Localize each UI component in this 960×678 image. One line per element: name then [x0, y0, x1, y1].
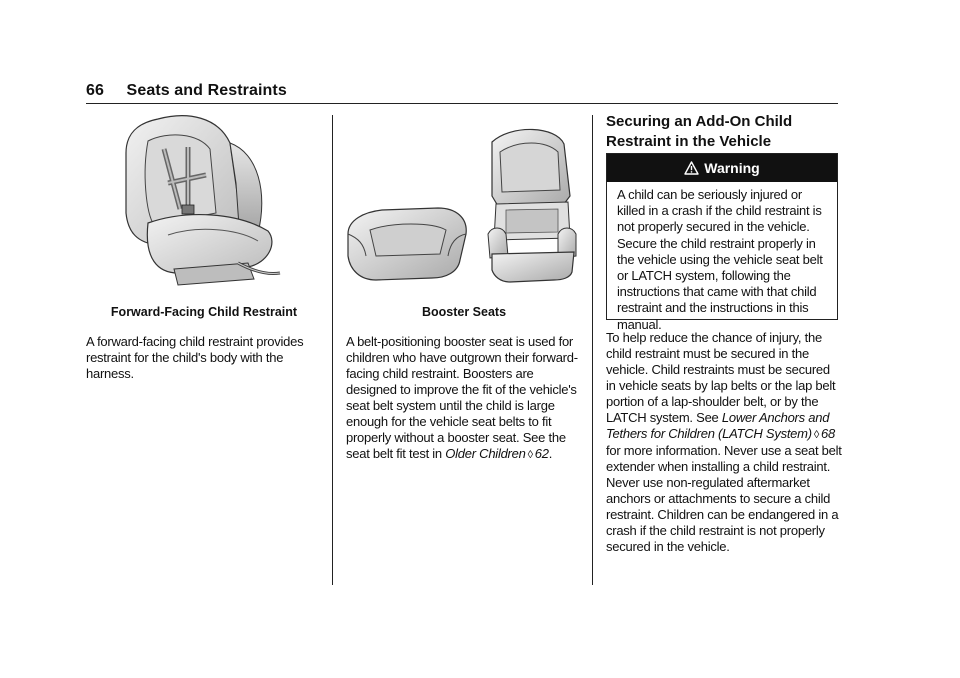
section-title-header: Seats and Restraints	[126, 82, 287, 99]
figure-caption-booster: Booster Seats	[421, 305, 507, 319]
paragraph-booster-text: A belt-positioning booster seat is used for children who have outgrown their forward-facing child restraint. Boosters are designed to improve the fit of the vehicle's seat belt system until the child is large enough for the vehicle seat belts to fit properly without a booster seat. See the seat belt fit test in	[346, 334, 578, 461]
page-number: 66	[86, 82, 104, 99]
xref-older-children[interactable]: Older Children	[445, 446, 526, 461]
warning-header	[607, 154, 837, 182]
paragraph-forward-facing: A forward-facing child restraint provides restraint for the child's body with the harness.	[86, 334, 304, 381]
page-ref-symbol: ◊	[527, 449, 533, 461]
warning-text: A child can be seriously injured or killed in a crash if the child restraint is not properly secured in the vehicle. Secure the child restraint properly in the vehicle using the vehicle seat belt or LATCH system, following the instructions that came with that child restraint and the instructions in this manual.	[617, 187, 823, 332]
paragraph-booster-end: .	[548, 446, 553, 461]
section-heading: Securing an Add-On Child Restraint in the Vehicle	[606, 113, 793, 150]
paragraph-booster	[346, 334, 586, 463]
xref-page-68[interactable]: 68	[821, 426, 835, 441]
column-divider-2	[592, 115, 593, 585]
paragraph-securing-end: for more information. Never use a seat belt extender when installing a child restraint. Never use non-regulated aftermarket anchors or attachments to secure a child restraint. Children can be endangered in a crash if the child restraint is not properly secured in the vehicle.	[606, 443, 842, 554]
xref-page-62[interactable]: 62	[534, 446, 549, 461]
column-divider-1	[332, 115, 333, 585]
warning-triangle-icon	[684, 161, 699, 175]
figure-caption-forward-facing: Forward-Facing Child Restraint	[110, 305, 298, 319]
paragraph-securing	[606, 330, 842, 555]
forward-facing-child-seat-illustration	[118, 113, 286, 291]
xref-latch-system[interactable]: Lower Anchors and Tethers for Children (LATCH System)	[606, 410, 830, 441]
header-rule	[86, 103, 838, 104]
warning-label: Warning	[704, 160, 760, 176]
page-header	[86, 82, 287, 100]
page-ref-symbol-2: ◊	[813, 429, 820, 441]
booster-seats-illustration	[342, 126, 580, 286]
paragraph-securing-text: To help reduce the chance of injury, the child restraint must be secured in the vehicle. Child restraints must be secured in vehicle seats by lap belts or the lap belt portion of a lap-shoulder belt, or by the LATCH system. See	[606, 330, 836, 425]
warning-box	[606, 153, 838, 332]
